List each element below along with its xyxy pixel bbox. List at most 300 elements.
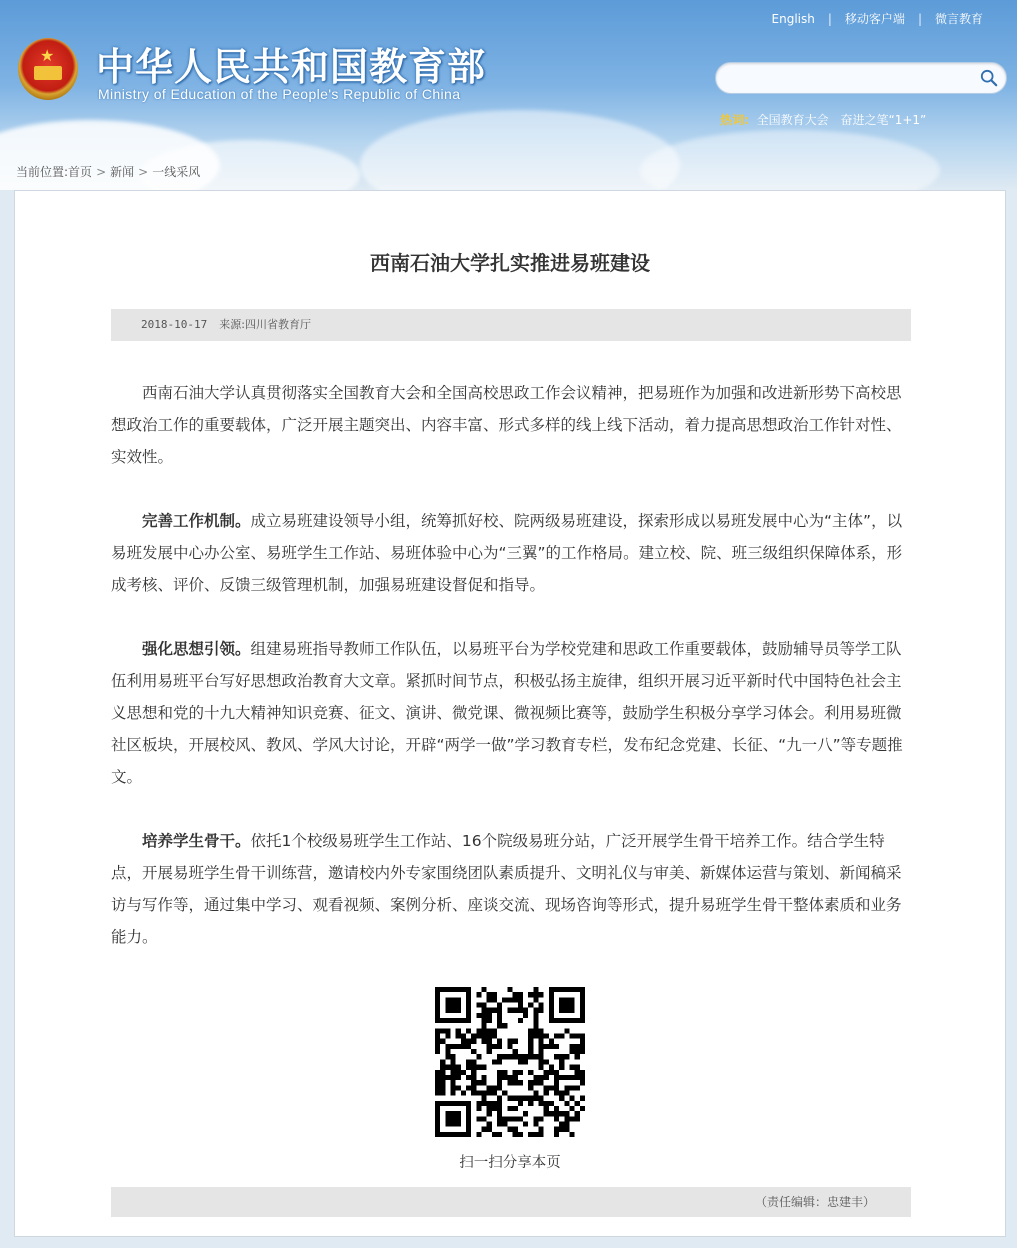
qr-module xyxy=(544,1059,549,1064)
qr-module xyxy=(482,1028,487,1033)
qr-module xyxy=(569,1049,574,1054)
qr-module xyxy=(559,1111,564,1116)
qr-module xyxy=(559,1059,564,1064)
qr-module xyxy=(497,1039,502,1044)
qr-module xyxy=(549,1085,554,1090)
qr-module xyxy=(492,1044,497,1049)
qr-module xyxy=(528,1132,533,1137)
search-icon[interactable] xyxy=(980,69,998,87)
qr-module xyxy=(461,1090,466,1095)
qr-module xyxy=(575,1034,580,1039)
qr-module xyxy=(580,1039,585,1044)
qr-module xyxy=(466,1075,471,1080)
qr-module xyxy=(554,1054,559,1059)
qr-module xyxy=(482,1096,487,1101)
qr-module xyxy=(528,1034,533,1039)
qr-module xyxy=(451,1044,456,1049)
qr-module xyxy=(451,1080,456,1085)
qr-module xyxy=(487,1018,492,1023)
qr-module xyxy=(569,1106,574,1111)
qr-module xyxy=(487,1013,492,1018)
qr-module xyxy=(518,1070,523,1075)
article-source: 来源:四川省教育厅 xyxy=(219,318,311,331)
hot-words xyxy=(720,111,934,128)
qr-module xyxy=(544,1044,549,1049)
qr-module xyxy=(538,1034,543,1039)
qr-module xyxy=(487,992,492,997)
qr-module xyxy=(549,1070,554,1075)
qr-module xyxy=(502,1075,507,1080)
qr-module xyxy=(538,1101,543,1106)
qr-module xyxy=(482,1018,487,1023)
qr-module xyxy=(507,1039,512,1044)
qr-module xyxy=(487,1101,492,1106)
qr-module xyxy=(497,1116,502,1121)
qr-module xyxy=(487,997,492,1002)
qr-module xyxy=(513,1075,518,1080)
qr-module xyxy=(575,1054,580,1059)
qr-module xyxy=(513,1132,518,1137)
qr-module xyxy=(538,1039,543,1044)
qr-module xyxy=(533,1090,538,1095)
qr-module xyxy=(513,1080,518,1085)
paragraph-lead: 培养学生骨干。 xyxy=(142,832,251,850)
qr-module xyxy=(502,997,507,1002)
qr-module xyxy=(451,1085,456,1090)
qr-finder-pattern xyxy=(559,997,575,1013)
qr-module xyxy=(435,1070,440,1075)
qr-module xyxy=(507,1106,512,1111)
qr-module xyxy=(538,1054,543,1059)
qr-module xyxy=(513,1106,518,1111)
qr-module xyxy=(538,1127,543,1132)
qr-module xyxy=(482,1101,487,1106)
qr-module xyxy=(466,1039,471,1044)
qr-module xyxy=(482,1075,487,1080)
chevron-right-icon: > xyxy=(96,165,107,179)
qr-module xyxy=(497,1101,502,1106)
article-date: 2018-10-17 xyxy=(141,318,208,331)
qr-module xyxy=(523,1054,528,1059)
cloud-decoration xyxy=(640,130,940,190)
qr-module xyxy=(482,1008,487,1013)
qr-module xyxy=(564,1085,569,1090)
qr-module xyxy=(487,1085,492,1090)
qr-module xyxy=(559,1034,564,1039)
qr-module xyxy=(554,1044,559,1049)
qr-module xyxy=(471,1080,476,1085)
qr-module xyxy=(538,1059,543,1064)
qr-module xyxy=(451,1059,456,1064)
qr-module xyxy=(513,1070,518,1075)
top-links xyxy=(772,10,983,27)
qr-module xyxy=(554,1132,559,1137)
breadcrumb-item-home[interactable]: 首页 xyxy=(68,165,93,179)
qr-module xyxy=(445,1054,450,1059)
qr-module xyxy=(538,1132,543,1137)
qr-module xyxy=(476,1132,481,1137)
qr-module xyxy=(575,1065,580,1070)
qr-module xyxy=(497,1096,502,1101)
qr-module xyxy=(523,1008,528,1013)
qr-module xyxy=(476,1003,481,1008)
qr-module xyxy=(451,1090,456,1095)
qr-module xyxy=(507,997,512,1002)
qr-module xyxy=(476,1116,481,1121)
qr-module xyxy=(538,1049,543,1054)
qr-module xyxy=(502,1090,507,1095)
qr-finder-pattern xyxy=(445,997,461,1013)
qr-module xyxy=(564,1101,569,1106)
qr-module xyxy=(559,1090,564,1095)
qr-module xyxy=(538,1080,543,1085)
qr-module xyxy=(487,1028,492,1033)
qr-module xyxy=(435,1039,440,1044)
article-meta-bar xyxy=(111,309,911,341)
qr-module xyxy=(461,1044,466,1049)
qr-module xyxy=(538,1003,543,1008)
qr-module xyxy=(549,1101,554,1106)
qr-module xyxy=(456,1070,461,1075)
qr-module xyxy=(466,1028,471,1033)
qr-module xyxy=(482,1039,487,1044)
qr-module xyxy=(456,1028,461,1033)
qr-module xyxy=(518,1116,523,1121)
qr-module xyxy=(528,992,533,997)
qr-module xyxy=(482,1065,487,1070)
qr-module xyxy=(544,1070,549,1075)
qr-module xyxy=(492,1034,497,1039)
qr-module xyxy=(497,1085,502,1090)
qr-module xyxy=(523,1013,528,1018)
qr-module xyxy=(523,1111,528,1116)
qr-module xyxy=(435,1049,440,1054)
hot-words-label: 热词: xyxy=(720,113,749,127)
qr-module xyxy=(518,992,523,997)
qr-module xyxy=(580,1080,585,1085)
paragraph-text: 西南石油大学认真贯彻落实全国教育大会和全国高校思政工作会议精神，把易班作为加强和改进新形势下高校思想政治工作的重要载体，广泛开展主题突出、内容丰富、形式多样的线上线下活动，着力提高思想政治工作针对性、实效性。 xyxy=(111,384,902,466)
editor-credit: （责任编辑：忠建丰） xyxy=(754,1195,875,1209)
breadcrumb-item-frontline[interactable]: 一线采风 xyxy=(152,165,201,179)
qr-module xyxy=(513,1096,518,1101)
qr-module xyxy=(451,1054,456,1059)
qr-module xyxy=(456,1065,461,1070)
qr-module xyxy=(471,1085,476,1090)
qr-module xyxy=(482,1080,487,1085)
qr-module xyxy=(507,1127,512,1132)
article-paragraph xyxy=(111,377,911,473)
national-emblem-logo[interactable] xyxy=(18,38,78,100)
qr-module xyxy=(471,1065,476,1070)
qr-module xyxy=(554,1070,559,1075)
qr-module xyxy=(518,1101,523,1106)
search-input[interactable] xyxy=(728,67,972,89)
qr-module xyxy=(528,1039,533,1044)
qr-module xyxy=(502,1023,507,1028)
qr-module xyxy=(575,1111,580,1116)
qr-module xyxy=(487,1044,492,1049)
qr-module xyxy=(482,1116,487,1121)
qr-module xyxy=(554,1085,559,1090)
qr-module xyxy=(575,1049,580,1054)
qr-share xyxy=(435,987,585,1172)
hot-word-link[interactable]: 全国教育大会 xyxy=(756,113,829,127)
qr-module xyxy=(497,1075,502,1080)
qr-module xyxy=(559,1121,564,1126)
qr-module xyxy=(533,1034,538,1039)
qr-module xyxy=(471,1090,476,1095)
qr-module xyxy=(476,1054,481,1059)
qr-module xyxy=(507,1080,512,1085)
qr-module xyxy=(476,1065,481,1070)
qr-module xyxy=(445,1075,450,1080)
qr-module xyxy=(528,1049,533,1054)
qr-module xyxy=(487,1127,492,1132)
qr-module xyxy=(497,1059,502,1064)
qr-module xyxy=(575,1101,580,1106)
qr-module xyxy=(559,1096,564,1101)
qr-module xyxy=(513,1054,518,1059)
qr-module xyxy=(569,1132,574,1137)
qr-module xyxy=(513,1008,518,1013)
qr-module xyxy=(476,1101,481,1106)
qr-module xyxy=(533,987,538,992)
qr-module xyxy=(575,1085,580,1090)
qr-module xyxy=(549,1039,554,1044)
qr-module xyxy=(528,1085,533,1090)
qr-module xyxy=(538,1044,543,1049)
qr-module xyxy=(533,997,538,1002)
qr-module xyxy=(435,1080,440,1085)
qr-module xyxy=(466,1065,471,1070)
qr-module xyxy=(445,1049,450,1054)
qr-module xyxy=(440,1085,445,1090)
qr-module xyxy=(580,1044,585,1049)
qr-module xyxy=(533,1023,538,1028)
qr-module xyxy=(507,1008,512,1013)
site-title[interactable]: 中华人民共和国教育部 xyxy=(96,44,487,89)
qr-module xyxy=(487,1111,492,1116)
qr-module xyxy=(580,1049,585,1054)
qr-module xyxy=(492,1101,497,1106)
qr-module xyxy=(569,1065,574,1070)
qr-module xyxy=(533,1121,538,1126)
cloud-decoration xyxy=(360,110,680,190)
qr-module xyxy=(456,1044,461,1049)
qr-module xyxy=(569,1096,574,1101)
qr-module xyxy=(559,1054,564,1059)
qr-module xyxy=(569,1044,574,1049)
qr-module xyxy=(445,1034,450,1039)
qr-module xyxy=(435,1034,440,1039)
qr-module xyxy=(440,1065,445,1070)
qr-module xyxy=(554,1090,559,1095)
qr-module xyxy=(528,1003,533,1008)
qr-module xyxy=(445,1044,450,1049)
weiyan-education-link[interactable]: 微言教育 xyxy=(934,12,983,26)
qr-module xyxy=(533,1116,538,1121)
qr-module xyxy=(544,1090,549,1095)
qr-module xyxy=(482,987,487,992)
qr-module xyxy=(533,1075,538,1080)
qr-module xyxy=(487,1090,492,1095)
qr-module xyxy=(518,1080,523,1085)
article-title: 西南石油大学扎实推进易班建设 xyxy=(370,251,650,275)
qr-module xyxy=(492,1059,497,1064)
mobile-client-link[interactable]: 移动客户端 xyxy=(844,12,905,26)
chevron-right-icon: > xyxy=(138,165,149,179)
star-icon: ★ xyxy=(40,46,55,65)
qr-module xyxy=(569,1034,574,1039)
qr-module xyxy=(435,1044,440,1049)
qr-module xyxy=(559,1075,564,1080)
qr-module xyxy=(575,1116,580,1121)
qr-module xyxy=(497,1132,502,1137)
qr-module xyxy=(580,1096,585,1101)
qr-module xyxy=(507,1075,512,1080)
qr-module xyxy=(513,997,518,1002)
qr-module xyxy=(564,1127,569,1132)
qr-module xyxy=(440,1075,445,1080)
qr-module xyxy=(513,1039,518,1044)
qr-module xyxy=(445,1065,450,1070)
qr-module xyxy=(451,1065,456,1070)
qr-module xyxy=(476,1013,481,1018)
qr-module xyxy=(487,1121,492,1126)
qr-module xyxy=(549,1065,554,1070)
qr-module xyxy=(533,1008,538,1013)
qr-module xyxy=(471,1049,476,1054)
qr-module xyxy=(554,1106,559,1111)
qr-module xyxy=(538,1096,543,1101)
breadcrumb xyxy=(16,163,200,180)
qr-module xyxy=(507,1054,512,1059)
qr-module xyxy=(492,1106,497,1111)
qr-module xyxy=(580,1070,585,1075)
qr-module xyxy=(497,1106,502,1111)
qr-module xyxy=(544,1085,549,1090)
qr-module xyxy=(440,1028,445,1033)
qr-caption: 扫一扫分享本页 xyxy=(459,1155,561,1171)
qr-module xyxy=(492,1132,497,1137)
qr-module xyxy=(544,1106,549,1111)
qr-module xyxy=(544,1101,549,1106)
qr-module xyxy=(528,1054,533,1059)
qr-module xyxy=(538,1008,543,1013)
qr-module xyxy=(476,1028,481,1033)
qr-module xyxy=(533,1018,538,1023)
qr-module xyxy=(564,1028,569,1033)
qr-module xyxy=(523,1096,528,1101)
qr-module xyxy=(518,1059,523,1064)
qr-module xyxy=(575,1044,580,1049)
article-paragraph xyxy=(111,505,911,601)
qr-module xyxy=(482,1090,487,1095)
qr-module xyxy=(518,1132,523,1137)
qr-module xyxy=(523,1059,528,1064)
editor-bar xyxy=(111,1187,911,1217)
qr-module xyxy=(528,1028,533,1033)
qr-module xyxy=(523,1121,528,1126)
qr-module xyxy=(456,1034,461,1039)
qr-module xyxy=(440,1039,445,1044)
qr-module xyxy=(575,1070,580,1075)
qr-module xyxy=(538,1028,543,1033)
qr-module xyxy=(564,1075,569,1080)
qr-module xyxy=(559,1065,564,1070)
qr-module xyxy=(549,1044,554,1049)
paragraph-lead: 强化思想引领。 xyxy=(142,640,251,658)
qr-module xyxy=(518,1096,523,1101)
qr-module xyxy=(544,1034,549,1039)
qr-module xyxy=(528,1101,533,1106)
qr-module xyxy=(471,1059,476,1064)
qr-module xyxy=(554,1075,559,1080)
qr-module xyxy=(435,1090,440,1095)
qr-module xyxy=(513,992,518,997)
qr-module xyxy=(497,1080,502,1085)
english-link[interactable]: English xyxy=(771,11,815,26)
qr-module xyxy=(533,992,538,997)
qr-module xyxy=(575,1075,580,1080)
qr-module xyxy=(549,1111,554,1116)
qr-module xyxy=(497,1044,502,1049)
qr-module xyxy=(435,1085,440,1090)
qr-module xyxy=(497,1054,502,1059)
qr-module xyxy=(564,1121,569,1126)
qr-module xyxy=(564,1054,569,1059)
qr-module xyxy=(497,1121,502,1126)
article-paragraph xyxy=(111,633,911,793)
qr-module xyxy=(544,1111,549,1116)
hot-word-link[interactable]: 奋进之笔“1+1” xyxy=(840,113,927,127)
qr-module xyxy=(456,1075,461,1080)
qr-module xyxy=(487,1049,492,1054)
qr-module xyxy=(533,1013,538,1018)
qr-module xyxy=(471,1034,476,1039)
qr-module xyxy=(451,1075,456,1080)
qr-module xyxy=(497,1111,502,1116)
qr-module xyxy=(476,992,481,997)
qr-module xyxy=(487,1039,492,1044)
paragraph-lead: 完善工作机制。 xyxy=(142,512,251,530)
qr-module xyxy=(513,1049,518,1054)
qr-module xyxy=(482,1013,487,1018)
qr-module xyxy=(554,1111,559,1116)
qr-module xyxy=(435,1028,440,1033)
qr-module xyxy=(456,1085,461,1090)
qr-module xyxy=(564,1116,569,1121)
qr-module xyxy=(482,1023,487,1028)
qr-module xyxy=(538,1075,543,1080)
qr-module xyxy=(471,1039,476,1044)
qr-module xyxy=(580,1075,585,1080)
qr-module xyxy=(445,1028,450,1033)
qr-module xyxy=(564,1111,569,1116)
qr-module xyxy=(533,1028,538,1033)
qr-module xyxy=(466,1085,471,1090)
search-box xyxy=(715,62,1007,94)
qr-module xyxy=(476,1106,481,1111)
qr-module xyxy=(471,1070,476,1075)
qr-module xyxy=(569,1116,574,1121)
breadcrumb-item-news[interactable]: 新闻 xyxy=(110,165,135,179)
qr-module xyxy=(554,1034,559,1039)
qr-module xyxy=(564,1090,569,1095)
qr-module xyxy=(528,1080,533,1085)
qr-module xyxy=(507,987,512,992)
qr-module xyxy=(440,1090,445,1095)
